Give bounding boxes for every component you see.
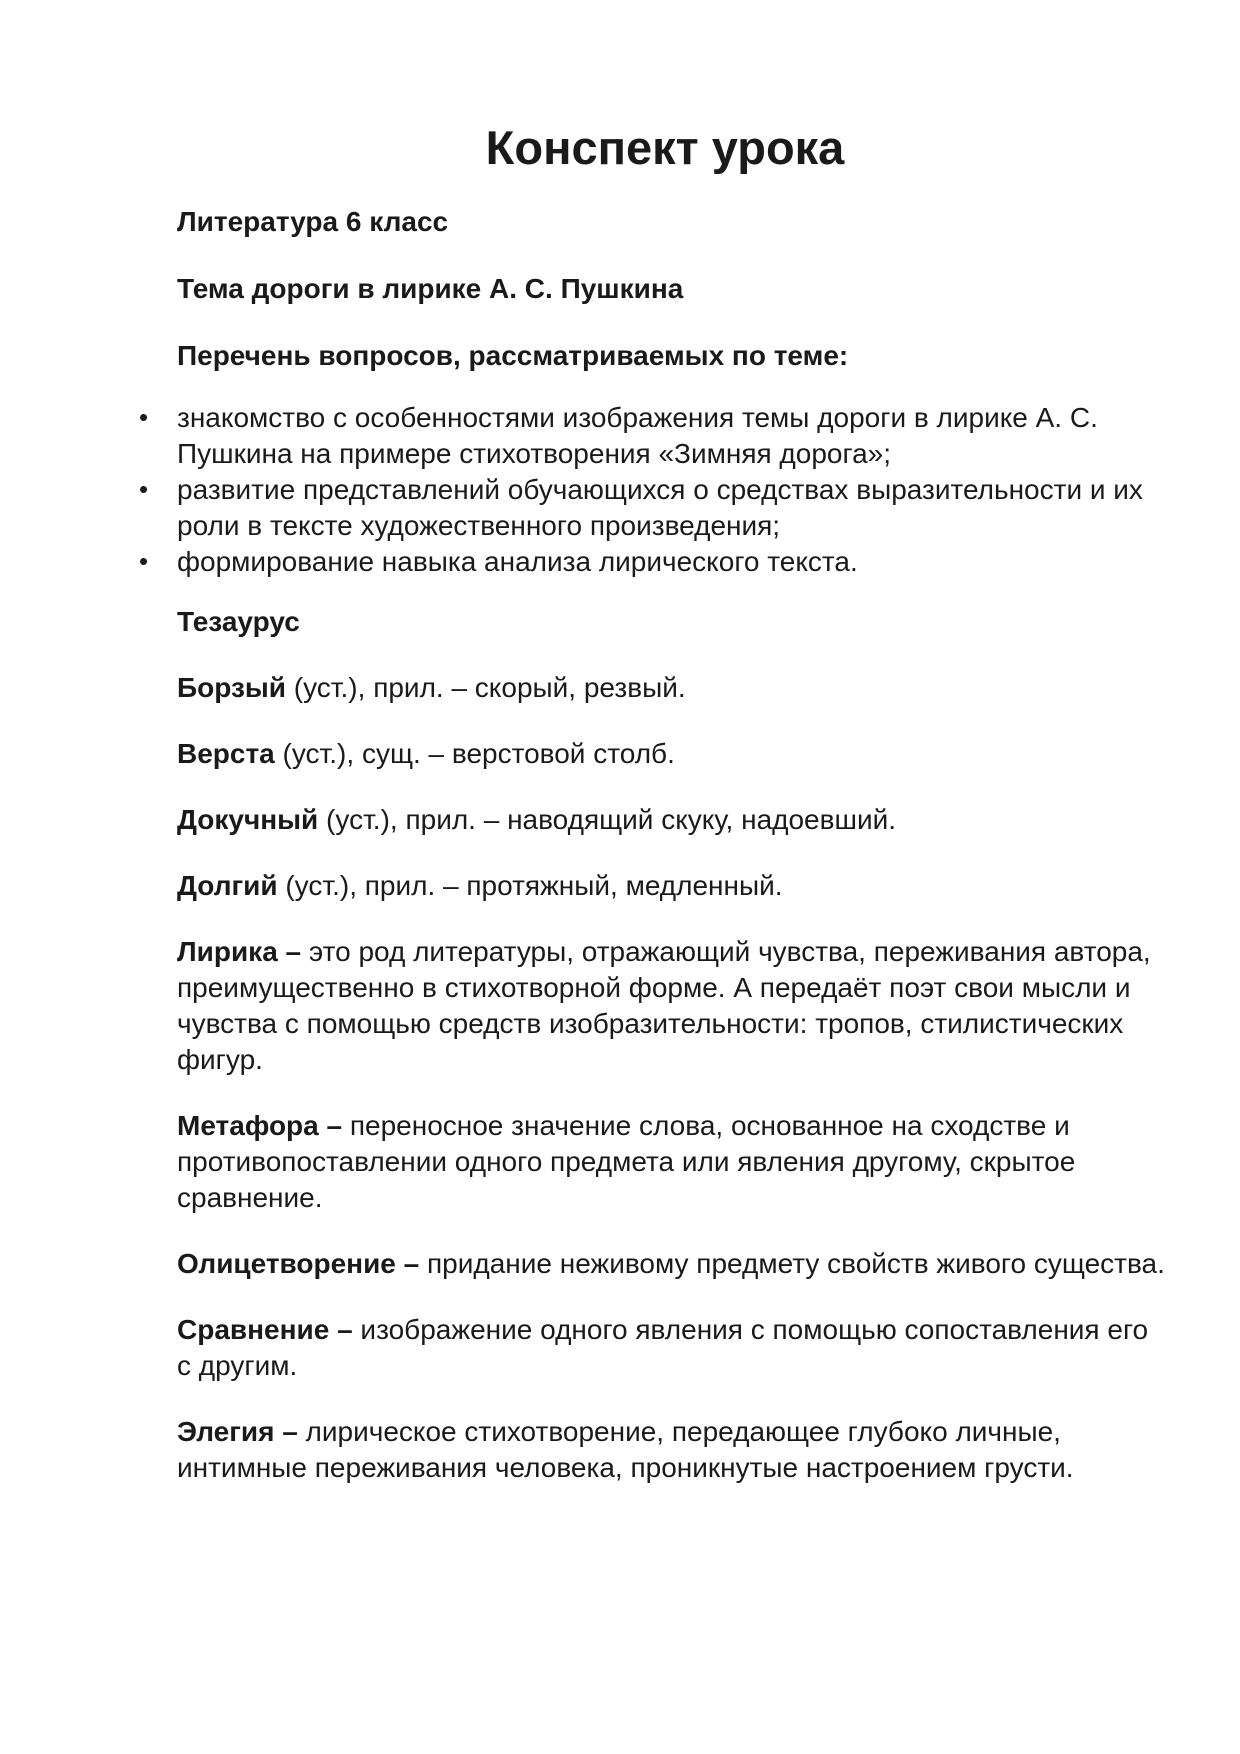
page-title: Конспект урока [485, 121, 845, 174]
lesson-content [139, 204, 1167, 1516]
list-item-text: развитие представлений обучающихся о средствах выразительности и их роли в тексте художественного произведения; [177, 474, 1143, 541]
list-item-text: знакомство с особенностями изображения темы дороги в лирике А. С. Пушкина на примере стихотворения «Зимняя дорога»; [177, 402, 1098, 469]
term-word: Олицетворение – [177, 1248, 420, 1279]
term-word: Метафора – [177, 1110, 343, 1141]
term-entry [177, 934, 1167, 1078]
questions-heading: Перечень вопросов, рассматриваемых по теме: [177, 340, 849, 371]
term-entry [177, 1108, 1167, 1216]
term-entry [177, 736, 1167, 772]
term-word: Борзый [177, 672, 287, 703]
bullet-icon: • [139, 546, 149, 576]
bullet-icon: • [139, 402, 149, 432]
topic-line: Тема дороги в лирике А. С. Пушкина [177, 273, 684, 304]
bullet-icon: • [139, 474, 149, 504]
list-item [139, 472, 1167, 544]
term-word: Лирика – [177, 936, 302, 967]
term-definition: (уст.), прил. – скорый, резвый. [286, 672, 686, 703]
term-definition: изображение одного явления с помощью сопоставления его с другим. [177, 1314, 1149, 1381]
list-item-text: формирование навыка анализа лирического текста. [177, 546, 858, 577]
term-word: Элегия – [177, 1416, 298, 1447]
subject-line: Литература 6 класс [177, 206, 449, 237]
list-item [139, 544, 1167, 580]
term-definition: (уст.), прил. – протяжный, медленный. [277, 870, 783, 901]
term-definition: (уст.), сущ. – верстовой столб. [274, 738, 675, 769]
term-definition: (уст.), прил. – наводящий скуку, надоевший. [318, 804, 897, 835]
term-word: Сравнение – [177, 1314, 353, 1345]
term-word: Верста [177, 738, 275, 769]
term-word: Долгий [177, 870, 278, 901]
thesaurus-heading: Тезаурус [177, 606, 300, 637]
term-word: Докучный [177, 804, 319, 835]
list-item [139, 400, 1167, 472]
questions-list [139, 400, 1167, 580]
term-definition: лирическое стихотворение, передающее глубоко личные, интимные переживания человека, проникнутые настроением грусти. [177, 1416, 1074, 1483]
term-entry [177, 670, 1167, 706]
term-definition: переносное значение слова, основанное на сходстве и противопоставлении одного предмета или явления другому, скрытое сравнение. [177, 1110, 1076, 1213]
term-entry [177, 802, 1167, 838]
term-entry [177, 1414, 1167, 1486]
term-definition: придание неживому предмету свойств живого существа. [419, 1248, 1165, 1279]
term-entry [177, 1246, 1167, 1282]
term-definition: это род литературы, отражающий чувства, переживания автора, преимущественно в стихотворной форме. А передаёт поэт свои мысли и чувства с помощью средств изобразительности: тропов, стилистических фигур. [177, 936, 1151, 1075]
term-entry [177, 868, 1167, 904]
term-entry [177, 1312, 1167, 1384]
